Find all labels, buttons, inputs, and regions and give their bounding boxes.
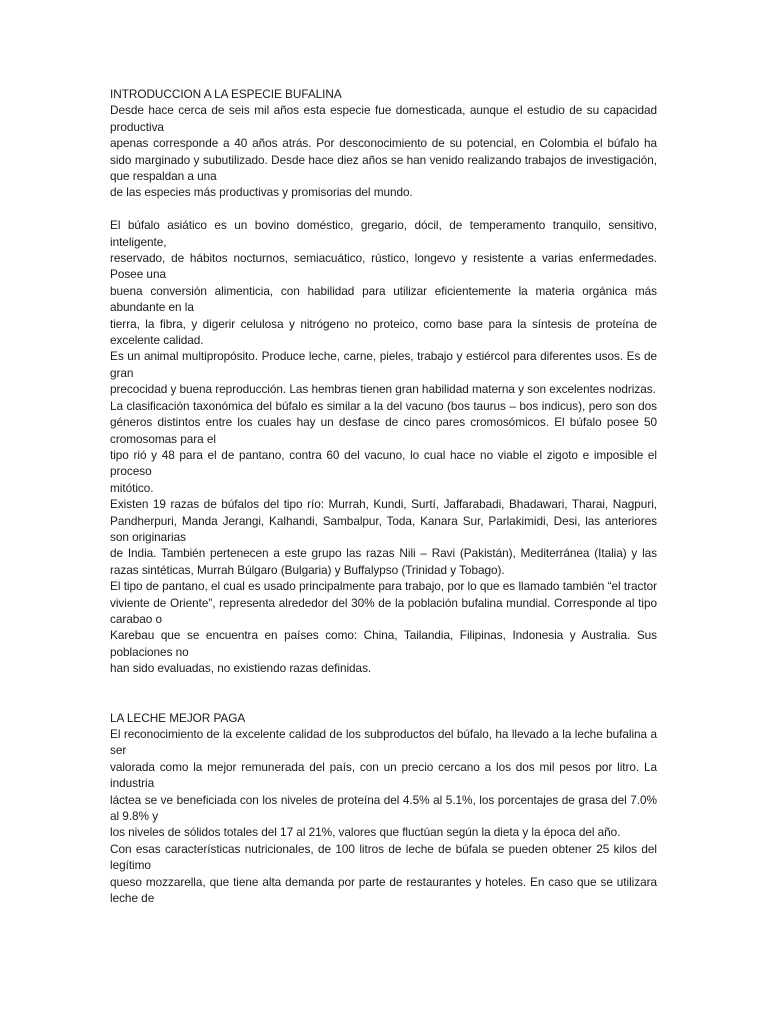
paragraph-line: Existen 19 razas de búfalos del tipo río: Murrah, Kundi, Surtí, Jaffarabadi, Bhadawari, Tharai, Nagpuri, Pandherpuri, Manda Jerangi, Kalhandi, Sambalpur, Toda, Kanara Sur, Parlakimidi, Desi, las anteriores son originarias xyxy=(110,497,657,544)
paragraph-line: tipo rió y 48 para el de pantano, contra 60 del vacuno, lo cual hace no viable el zigoto e imposible el proceso xyxy=(110,447,657,479)
paragraph-line: buena conversión alimenticia, con habilidad para utilizar eficientemente la materia orgánica más abundante en la xyxy=(110,283,657,315)
paragraph-line: Desde hace cerca de seis mil años esta especie fue domesticada, aunque el estudio de su capacidad productiva xyxy=(110,103,657,134)
paragraph-line: de las especies más productivas y promisorias del mundo. xyxy=(110,185,413,200)
paragraph-line: de India. También pertenecen a este grupo las razas Nili – Ravi (Pakistán), Mediterránea (Italia) y las razas sintéticas, Murrah Búlgaro (Bulgaria) y Buffalypso (Trinidad y Tobago). xyxy=(110,546,657,577)
section-title-bufalina: INTRODUCCION A LA ESPECIE BUFALINA xyxy=(110,87,342,101)
document-page xyxy=(110,86,657,906)
paragraph-line: mitótico. xyxy=(110,480,154,495)
paragraph-line: Es un animal multipropósito. Produce leche, carne, pieles, trabajo y estiércol para diferentes usos. Es de gran xyxy=(110,349,657,380)
paragraph-line: El búfalo asiático es un bovino doméstico, gregario, dócil, de temperamento tranquilo, sensitivo, inteligente, xyxy=(110,218,657,249)
paragraph-line: El tipo de pantano, el cual es usado principalmente para trabajo, por lo que es llamado también “el tractor viviente de Oriente”, representa alrededor del 30% de la población bufalina mundial. Corresponde al tipo carabao o xyxy=(110,579,657,626)
paragraph-line: valorada como la mejor remunerada del país, con un precio cercano a los dos mil pesos por litro. La industria xyxy=(110,759,657,791)
paragraph-line: Con esas características nutricionales, de 100 litros de leche de búfala se pueden obtener 25 kilos del legítimo xyxy=(110,841,657,873)
paragraph-spacer xyxy=(110,201,657,217)
paragraph-line: láctea se ve beneficiada con los niveles de proteína del 4.5% al 5.1%, los porcentajes de grasa del 7.0% al 9.8% y xyxy=(110,792,657,824)
paragraph-line: tierra, la fibra, y digerir celulosa y nitrógeno no proteico, como base para la síntesis de proteína de excelente calidad. xyxy=(110,316,657,348)
paragraph-line: los niveles de sólidos totales del 17 al 21%, valores que fluctúan según la dieta y la época del año. xyxy=(110,825,621,840)
paragraph-line: queso mozzarella, que tiene alta demanda por parte de restaurantes y hoteles. En caso que se utilizara leche de xyxy=(110,874,657,906)
paragraph-line: han sido evaluadas, no existiendo razas definidas. xyxy=(110,661,372,676)
section-title-leche: LA LECHE MEJOR PAGA xyxy=(110,710,246,725)
paragraph-line: apenas corresponde a 40 años atrás. Por desconocimiento de su potencial, en Colombia el búfalo ha sido marginado y subutilizado. Desde hace diez años se han venido realizando trabajos de investigación, que respaldan a una xyxy=(110,136,657,184)
paragraph-line: precocidad y buena reproducción. Las hembras tienen gran habilidad materna y son excelentes nodrizas. xyxy=(110,382,656,397)
section-spacer xyxy=(110,677,657,710)
paragraph-line: El reconocimiento de la excelente calidad de los subproductos del búfalo, ha llevado a la leche bufalina a ser xyxy=(110,727,657,758)
paragraph-line: La clasificación taxonómica del búfalo es similar a la del vacuno (bos taurus – bos indicus), pero son dos géneros distintos entre los cuales hay un desfase de cinco pares cromosómicos. El búfalo posee 50 cromosomas para el xyxy=(110,398,657,446)
paragraph-line: Karebau que se encuentra en países como: China, Tailandia, Filipinas, Indonesia y Australia. Sus poblaciones no xyxy=(110,628,657,659)
paragraph-line: reservado, de hábitos nocturnos, semiacuático, rústico, longevo y resistente a varias enfermedades. Posee una xyxy=(110,251,657,282)
